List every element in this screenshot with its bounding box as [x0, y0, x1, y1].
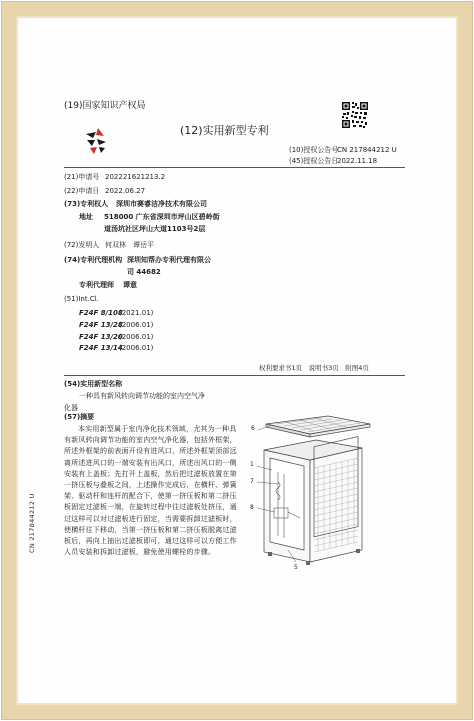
publication-number-label: (10)授权公告号	[289, 146, 339, 154]
figure-label: 1	[250, 461, 254, 468]
address-line-2: 道汤坑社区坪山大道1103号2层	[104, 225, 206, 233]
ipc-version: (2021.01)	[119, 309, 154, 317]
application-date-label: (22)申请日	[64, 187, 100, 195]
patentee: 深圳市赛睿洁净技术有限公司	[116, 200, 207, 208]
ipc-code: F24F 13/28	[79, 321, 123, 329]
header-divider	[64, 167, 405, 168]
abstract-text: 本实用新型属于室内净化技术领域，尤其为一种具有新风转向调节功能的室内空气净化器，包括外框架，所述外框架的前表面开设有进风口，所述外框架顶部远离所述进风口的一端安装有出风口，所述出风口的一侧安装有上盖板；先打开上盖板，然后把过滤板放置在第一挤压板与叠板之间，上述操作完成后，在横杆、弹簧架、驱动杆和连杆的配合下，使第一挤压板和第二挤压板固定过滤板一端，在旋转过程中往过滤板处挤压，通过这样可以对过滤板进行固定，当需要拆卸过滤板时，使横杆往下移动，当第一挤压板和第二挤压板脱离过滤板后，再向上抽出过滤板即可，通过这样可以方便工作人员安装和拆卸过滤板，避免使用螺栓的步骤。	[64, 425, 237, 557]
air-purifier-figure	[248, 412, 374, 574]
figure-label: 6	[251, 425, 255, 432]
section-divider	[64, 375, 405, 376]
title-label: (54)实用新型名称	[64, 380, 123, 388]
inventors: 何双林 谭岳平	[105, 241, 154, 249]
application-date: 2022.06.27	[105, 187, 146, 195]
ipc-version: (2006.01)	[119, 333, 154, 341]
application-number: 202221621213.2	[105, 173, 166, 181]
int-cl-label: (51)Int.Cl.	[64, 295, 99, 303]
office-name: (19)国家知识产权局	[64, 101, 146, 111]
ipc-version: (2006.01)	[119, 344, 154, 352]
agency-line-1: 深圳知帮办专利代理有限公	[127, 256, 211, 264]
address-line-1: 518000 广东省深圳市坪山区碧岭街	[104, 213, 220, 221]
document-type: (12)实用新型专利	[180, 124, 269, 137]
abstract-label: (57)摘要	[64, 413, 95, 421]
ipc-code: F24F 13/20	[79, 333, 123, 341]
utility-model-title-line-1: 一种具有新风转向调节功能的室内空气净	[79, 392, 205, 400]
side-publication-number: CN 217844212 U	[28, 493, 36, 553]
agency-label: (74)专利代理机构	[64, 256, 123, 264]
publication-date: 2022.11.18	[337, 157, 378, 165]
patentee-label: (73)专利权人	[64, 200, 109, 208]
ipc-version: (2006.01)	[119, 321, 154, 329]
figure-label: 8	[250, 504, 254, 511]
ipc-code: F24F 8/108	[79, 309, 123, 317]
publication-date-label: (45)授权公告日	[289, 157, 339, 165]
figure-label: 5	[294, 564, 298, 571]
agent: 谭意	[123, 281, 137, 289]
inventor-label: (72)发明人	[64, 241, 100, 249]
address-label: 地址	[79, 213, 93, 221]
figure-label: 7	[250, 478, 254, 485]
utility-model-title-line-2: 化器	[64, 404, 78, 412]
ipc-code: F24F 13/14	[79, 344, 123, 352]
agency-line-2: 司 44682	[127, 268, 161, 276]
cnipa-emblem-icon	[84, 126, 110, 156]
qr-code-icon	[341, 101, 369, 129]
agent-label: 专利代理师	[79, 281, 114, 289]
application-number-label: (21)申请号	[64, 173, 100, 181]
page-counts: 权利要求书1页 说明书3页 附图4页	[259, 364, 369, 372]
publication-number: CN 217844212 U	[337, 146, 397, 154]
